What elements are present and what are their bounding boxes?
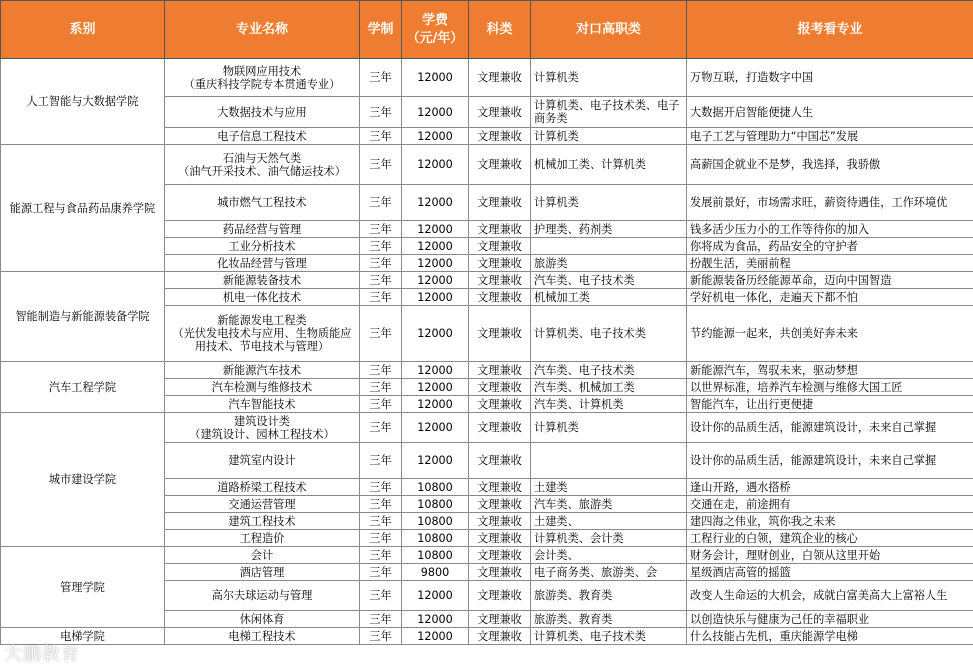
major-cell: 大数据技术与应用 xyxy=(165,97,360,128)
department-cell: 人工智能与大数据学院 xyxy=(1,59,165,145)
subject-cell: 文理兼收 xyxy=(469,611,531,628)
header-fee: 学费 （元/年） xyxy=(402,1,469,59)
major-cell: 化妆品经营与管理 xyxy=(165,255,360,272)
subject-cell: 文理兼收 xyxy=(469,530,531,547)
note-cell: 工程行业的白领，建筑企业的核心 xyxy=(687,530,973,547)
major-cell: 新能源发电工程类 （光伏发电技术与应用、生物质能应用技术、节电技术与管理） xyxy=(165,306,360,362)
major-cell: 会计 xyxy=(165,547,360,564)
note-cell: 以创造快乐与健康为己任的幸福职业 xyxy=(687,611,973,628)
subject-cell: 文理兼收 xyxy=(469,255,531,272)
header-row xyxy=(1,1,973,59)
header-dept: 系别 xyxy=(1,1,165,59)
vocational-cell: 计算机类 xyxy=(531,59,687,97)
note-cell: 设计你的品质生活，能源建筑设计，未来自己掌握 xyxy=(687,413,973,443)
fee-cell: 12000 xyxy=(402,413,469,443)
vocational-cell: 计算机类 xyxy=(531,128,687,145)
subject-cell: 文理兼收 xyxy=(469,128,531,145)
fee-cell: 12000 xyxy=(402,185,469,221)
vocational-cell: 计算机类、电子技术类 xyxy=(531,306,687,362)
fee-cell: 12000 xyxy=(402,128,469,145)
header-note: 报考看专业 xyxy=(687,1,973,59)
major-cell: 酒店管理 xyxy=(165,564,360,581)
fee-cell: 12000 xyxy=(402,238,469,255)
vocational-cell: 汽车类、机械加工类 xyxy=(531,379,687,396)
note-cell: 什么技能占先机，重庆能源学电梯 xyxy=(687,628,973,645)
major-cell: 汽车智能技术 xyxy=(165,396,360,413)
years-cell: 三年 xyxy=(360,289,402,306)
subject-cell: 文理兼收 xyxy=(469,413,531,443)
fee-cell: 12000 xyxy=(402,611,469,628)
vocational-cell xyxy=(531,238,687,255)
years-cell: 三年 xyxy=(360,97,402,128)
vocational-cell: 电子商务类、旅游类、会 xyxy=(531,564,687,581)
department-cell: 能源工程与食品药品康养学院 xyxy=(1,145,165,272)
years-cell: 三年 xyxy=(360,581,402,611)
major-cell: 工程造价 xyxy=(165,530,360,547)
years-cell: 三年 xyxy=(360,547,402,564)
department-cell: 电梯学院 xyxy=(1,628,165,645)
major-cell: 建筑工程技术 xyxy=(165,513,360,530)
major-cell: 交通运营管理 xyxy=(165,496,360,513)
vocational-cell: 会计类、 xyxy=(531,547,687,564)
note-cell: 钱多活少压力小的工作等待你的加入 xyxy=(687,221,973,238)
fee-cell: 12000 xyxy=(402,221,469,238)
fee-cell: 10800 xyxy=(402,547,469,564)
major-cell: 城市燃气工程技术 xyxy=(165,185,360,221)
major-cell: 道路桥梁工程技术 xyxy=(165,479,360,496)
table-row xyxy=(1,272,973,289)
fee-cell: 12000 xyxy=(402,443,469,479)
vocational-cell: 汽车类、电子技术类 xyxy=(531,362,687,379)
fee-cell: 10800 xyxy=(402,513,469,530)
table-row xyxy=(1,59,973,97)
major-cell: 新能源装备技术 xyxy=(165,272,360,289)
major-cell: 石油与天然气类 （油气开采技术、油气储运技术） xyxy=(165,145,360,185)
header-years: 学制 xyxy=(360,1,402,59)
note-cell: 新能源汽车，驾驭未来，驱动梦想 xyxy=(687,362,973,379)
note-cell: 财务会计，理财创业，白领从这里开始 xyxy=(687,547,973,564)
note-cell: 大数据开启智能便捷人生 xyxy=(687,97,973,128)
years-cell: 三年 xyxy=(360,513,402,530)
header-vocational: 对口高职类 xyxy=(531,1,687,59)
watermark-logo: 大鹏教育 xyxy=(4,644,80,665)
fee-cell: 12000 xyxy=(402,272,469,289)
subject-cell: 文理兼收 xyxy=(469,479,531,496)
years-cell: 三年 xyxy=(360,564,402,581)
major-cell: 机电一体化技术 xyxy=(165,289,360,306)
table-row xyxy=(1,547,973,564)
vocational-cell: 汽车类、计算机类 xyxy=(531,396,687,413)
fee-cell: 12000 xyxy=(402,379,469,396)
fee-cell: 12000 xyxy=(402,97,469,128)
years-cell: 三年 xyxy=(360,443,402,479)
subject-cell: 文理兼收 xyxy=(469,564,531,581)
subject-cell: 文理兼收 xyxy=(469,396,531,413)
vocational-cell: 土建类、 xyxy=(531,513,687,530)
vocational-cell: 汽车类、旅游类 xyxy=(531,496,687,513)
fee-cell: 10800 xyxy=(402,530,469,547)
fee-cell: 12000 xyxy=(402,362,469,379)
major-cell: 建筑设计类 （建筑设计、园林工程技术） xyxy=(165,413,360,443)
subject-cell: 文理兼收 xyxy=(469,306,531,362)
major-cell: 物联网应用技术 （重庆科技学院专本贯通专业） xyxy=(165,59,360,97)
vocational-cell: 土建类 xyxy=(531,479,687,496)
subject-cell: 文理兼收 xyxy=(469,547,531,564)
table-row xyxy=(1,628,973,645)
header-major: 专业名称 xyxy=(165,1,360,59)
department-cell: 城市建设学院 xyxy=(1,413,165,547)
note-cell: 改变人生命运的大机会，成就白富美高大上富裕人生 xyxy=(687,581,973,611)
major-cell: 高尔夫球运动与管理 xyxy=(165,581,360,611)
vocational-cell: 旅游类、教育类 xyxy=(531,581,687,611)
header-subject: 科类 xyxy=(469,1,531,59)
major-cell: 工业分析技术 xyxy=(165,238,360,255)
note-cell: 以世界标准，培养汽车检测与维修大国工匠 xyxy=(687,379,973,396)
years-cell: 三年 xyxy=(360,128,402,145)
subject-cell: 文理兼收 xyxy=(469,185,531,221)
fee-cell: 12000 xyxy=(402,145,469,185)
fee-cell: 12000 xyxy=(402,306,469,362)
fee-cell: 10800 xyxy=(402,479,469,496)
subject-cell: 文理兼收 xyxy=(469,581,531,611)
subject-cell: 文理兼收 xyxy=(469,289,531,306)
vocational-cell: 机械加工类 xyxy=(531,289,687,306)
subject-cell: 文理兼收 xyxy=(469,97,531,128)
years-cell: 三年 xyxy=(360,396,402,413)
years-cell: 三年 xyxy=(360,362,402,379)
note-cell: 你将成为食品，药品安全的守护者 xyxy=(687,238,973,255)
major-cell: 药品经营与管理 xyxy=(165,221,360,238)
vocational-cell: 护理类、药剂类 xyxy=(531,221,687,238)
years-cell: 三年 xyxy=(360,628,402,645)
subject-cell: 文理兼收 xyxy=(469,496,531,513)
vocational-cell: 计算机类、会计类 xyxy=(531,530,687,547)
vocational-cell: 计算机类、电子技术类 xyxy=(531,628,687,645)
fee-cell: 12000 xyxy=(402,396,469,413)
department-cell: 管理学院 xyxy=(1,547,165,628)
years-cell: 三年 xyxy=(360,59,402,97)
note-cell: 逢山开路，遇水搭桥 xyxy=(687,479,973,496)
vocational-cell: 计算机类 xyxy=(531,185,687,221)
years-cell: 三年 xyxy=(360,255,402,272)
years-cell: 三年 xyxy=(360,611,402,628)
fee-cell: 12000 xyxy=(402,255,469,272)
fee-cell: 12000 xyxy=(402,59,469,97)
fee-cell: 12000 xyxy=(402,289,469,306)
major-cell: 电子信息工程技术 xyxy=(165,128,360,145)
subject-cell: 文理兼收 xyxy=(469,379,531,396)
years-cell: 三年 xyxy=(360,530,402,547)
department-cell: 汽车工程学院 xyxy=(1,362,165,413)
fee-cell: 12000 xyxy=(402,581,469,611)
years-cell: 三年 xyxy=(360,238,402,255)
fee-cell: 10800 xyxy=(402,496,469,513)
subject-cell: 文理兼收 xyxy=(469,238,531,255)
note-cell: 新能源装备历经能源革命，迈向中国智造 xyxy=(687,272,973,289)
subject-cell: 文理兼收 xyxy=(469,59,531,97)
years-cell: 三年 xyxy=(360,221,402,238)
subject-cell: 文理兼收 xyxy=(469,513,531,530)
vocational-cell: 计算机类 xyxy=(531,413,687,443)
subject-cell: 文理兼收 xyxy=(469,221,531,238)
table-row xyxy=(1,413,973,443)
subject-cell: 文理兼收 xyxy=(469,272,531,289)
note-cell: 交通在走，前途拥有 xyxy=(687,496,973,513)
vocational-cell: 旅游类、教育类 xyxy=(531,611,687,628)
fee-cell: 9800 xyxy=(402,564,469,581)
note-cell: 星级酒店高管的摇篮 xyxy=(687,564,973,581)
note-cell: 节约能源一起来，共创美好奔未来 xyxy=(687,306,973,362)
vocational-cell xyxy=(531,443,687,479)
major-cell: 建筑室内设计 xyxy=(165,443,360,479)
major-cell: 电梯工程技术 xyxy=(165,628,360,645)
note-cell: 发展前景好，市场需求旺，薪资待遇佳，工作环境优 xyxy=(687,185,973,221)
subject-cell: 文理兼收 xyxy=(469,628,531,645)
note-cell: 智能汽车，让出行更便捷 xyxy=(687,396,973,413)
years-cell: 三年 xyxy=(360,496,402,513)
subject-cell: 文理兼收 xyxy=(469,145,531,185)
years-cell: 三年 xyxy=(360,272,402,289)
vocational-cell: 旅游类 xyxy=(531,255,687,272)
subject-cell: 文理兼收 xyxy=(469,443,531,479)
table-row xyxy=(1,145,973,185)
fee-cell: 12000 xyxy=(402,628,469,645)
years-cell: 三年 xyxy=(360,145,402,185)
major-cell: 新能源汽车技术 xyxy=(165,362,360,379)
note-cell: 电子工艺与管理助力“中国芯”发展 xyxy=(687,128,973,145)
major-cell: 汽车检测与维修技术 xyxy=(165,379,360,396)
note-cell: 扮靓生活，美丽前程 xyxy=(687,255,973,272)
years-cell: 三年 xyxy=(360,185,402,221)
note-cell: 高薪国企就业不是梦，我选择，我骄傲 xyxy=(687,145,973,185)
vocational-cell: 汽车类、电子技术类 xyxy=(531,272,687,289)
years-cell: 三年 xyxy=(360,379,402,396)
note-cell: 学好机电一体化，走遍天下都不怕 xyxy=(687,289,973,306)
years-cell: 三年 xyxy=(360,306,402,362)
subject-cell: 文理兼收 xyxy=(469,362,531,379)
table-row xyxy=(1,362,973,379)
major-cell: 休闲体育 xyxy=(165,611,360,628)
vocational-cell: 机械加工类、计算机类 xyxy=(531,145,687,185)
department-cell: 智能制造与新能源装备学院 xyxy=(1,272,165,362)
note-cell: 万物互联，打造数字中国 xyxy=(687,59,973,97)
vocational-cell: 计算机类、电子技术类、电子商务类 xyxy=(531,97,687,128)
years-cell: 三年 xyxy=(360,479,402,496)
note-cell: 设计你的品质生活，能源建筑设计，未来自己掌握 xyxy=(687,443,973,479)
note-cell: 建四海之伟业，筑你我之未来 xyxy=(687,513,973,530)
years-cell: 三年 xyxy=(360,413,402,443)
